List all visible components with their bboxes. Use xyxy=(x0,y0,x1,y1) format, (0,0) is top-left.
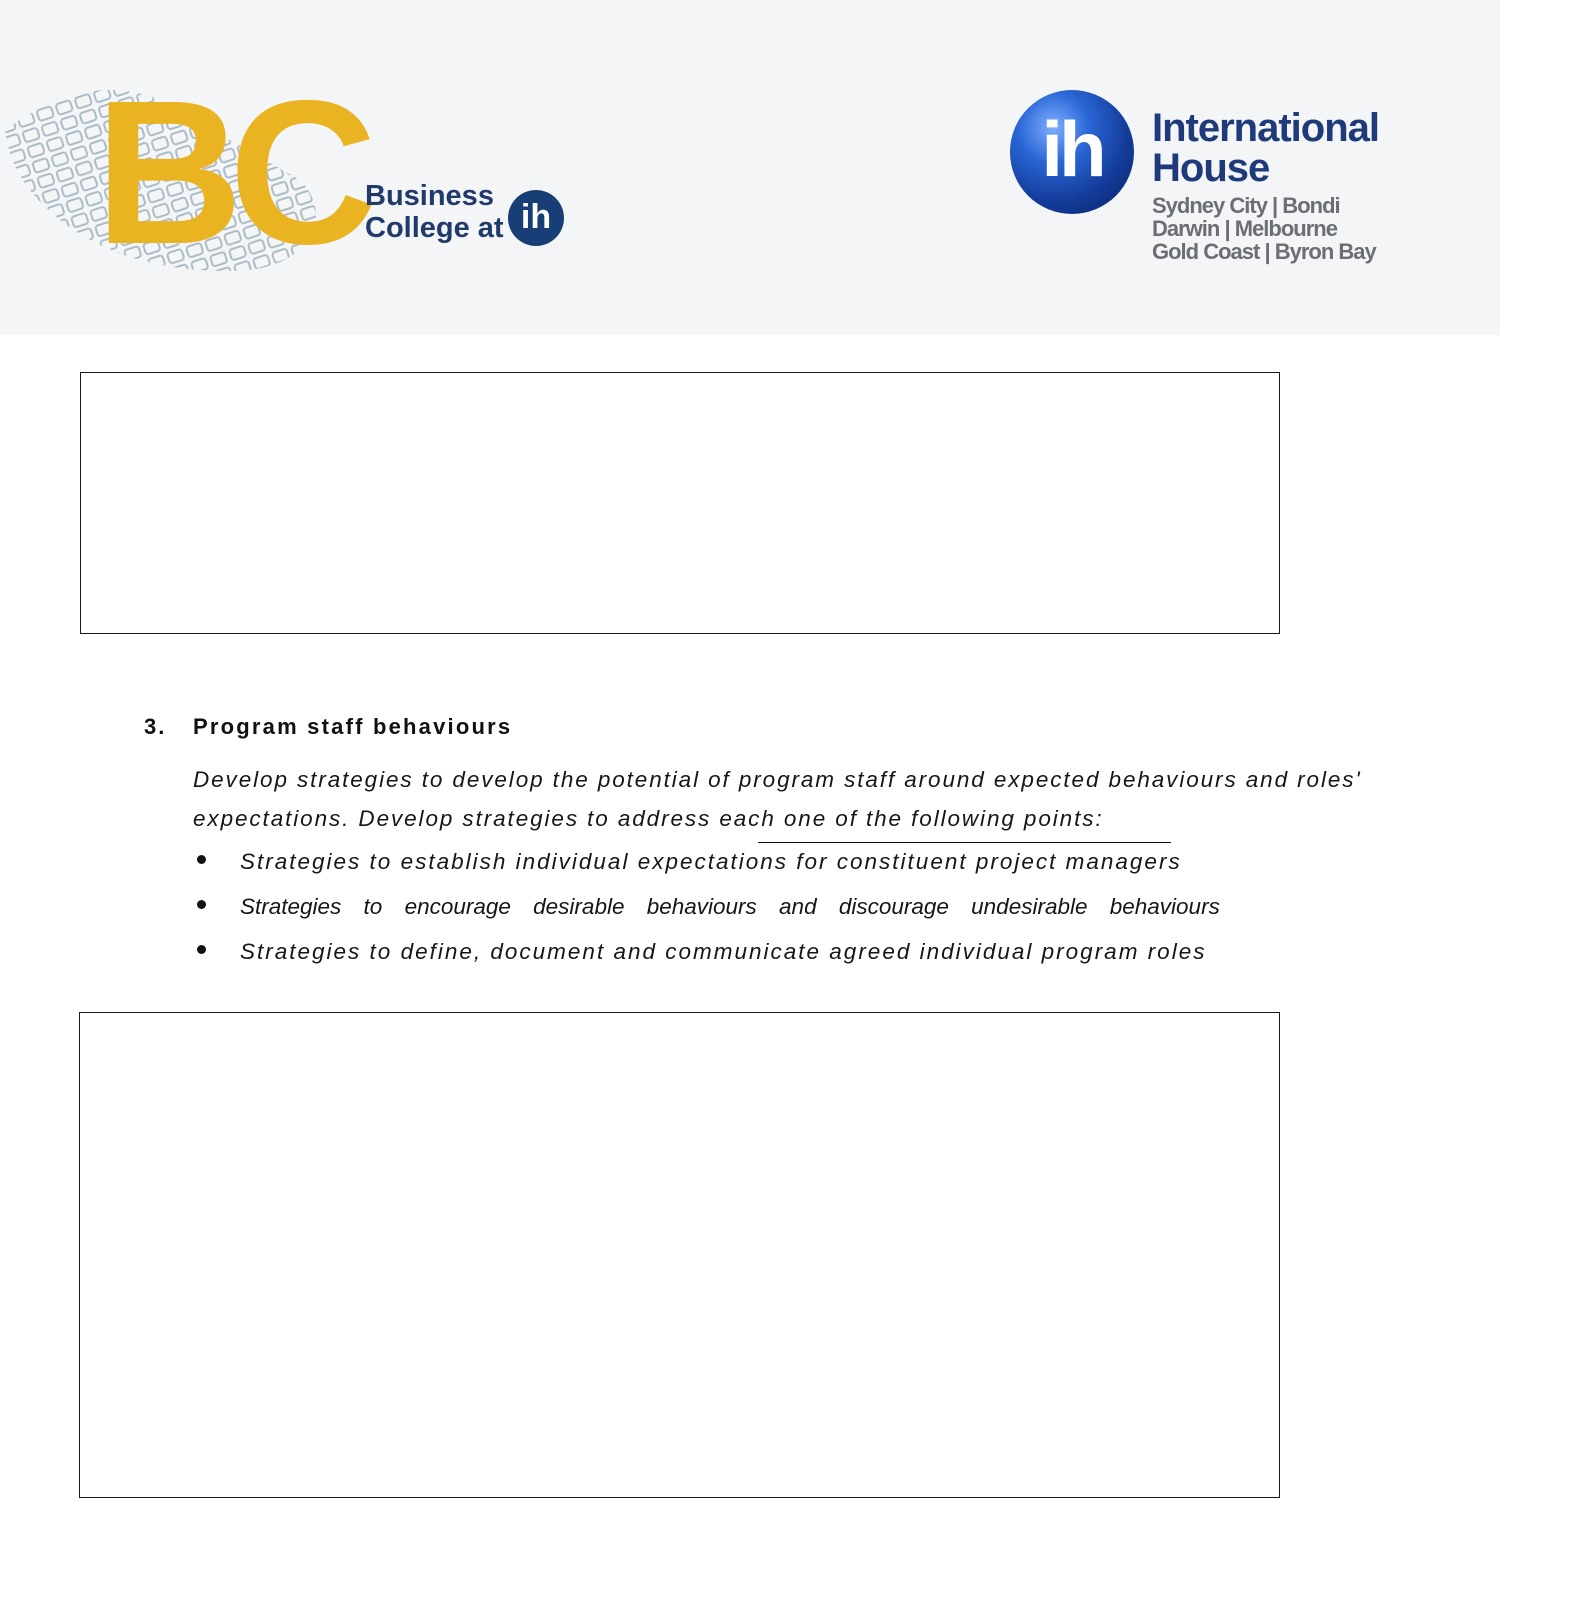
bullet-icon xyxy=(197,945,206,954)
list-item xyxy=(193,932,1493,977)
answer-box-2[interactable] xyxy=(79,1012,1280,1498)
bc-subtext-line2: College at xyxy=(365,212,504,244)
intro-line-2: expectations. Develop strategies to address each one of the following points: xyxy=(193,806,1104,831)
ih-title xyxy=(1152,108,1379,188)
bc-subtext xyxy=(365,180,504,244)
ih-badge-icon: ih xyxy=(508,190,564,246)
bc-logo xyxy=(0,58,580,287)
bullet-icon xyxy=(197,900,206,909)
ih-location-line: Darwin | Melbourne xyxy=(1152,216,1337,241)
ih-logo xyxy=(1010,90,1430,280)
bc-letters: BC xyxy=(95,58,364,287)
bullet-icon xyxy=(197,855,206,864)
section-title: Program staff behaviours xyxy=(193,714,513,739)
list-item xyxy=(193,842,1493,887)
bc-subtext-line1: Business xyxy=(365,180,494,212)
ih-title-line2: House xyxy=(1152,146,1270,190)
answer-box-1[interactable] xyxy=(80,372,1280,634)
intro-line-1: Develop strategies to develop the potential of program staff around expected behaviours and roles' xyxy=(193,767,1362,792)
ih-location-line: Sydney City | Bondi xyxy=(1152,193,1340,218)
bullet-text: Strategies to encourage desirable behaviours and discourage undesirable behaviours xyxy=(240,894,1220,919)
ih-globe-icon: ih xyxy=(1010,90,1134,214)
bullet-text: Strategies to establish individual expectations for constituent project managers xyxy=(240,849,1182,874)
bullet-text: Strategies to define, document and communicate agreed individual program roles xyxy=(240,939,1207,964)
ih-locations xyxy=(1152,194,1376,263)
section-number: 3. xyxy=(144,714,167,739)
bullet-list xyxy=(193,842,1493,977)
ih-title-line1: International xyxy=(1152,106,1380,150)
ih-location-line: Gold Coast | Byron Bay xyxy=(1152,239,1376,264)
section-intro xyxy=(193,760,1573,838)
list-item xyxy=(193,887,1493,932)
